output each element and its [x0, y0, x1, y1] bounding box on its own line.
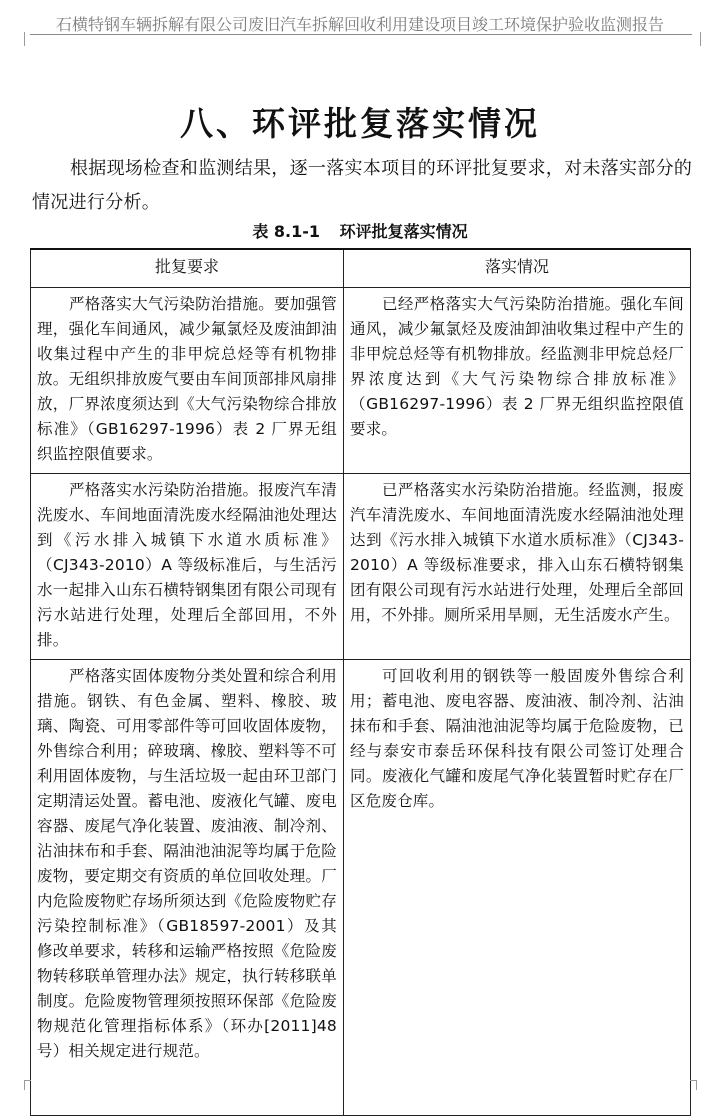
status-cell: 可回收利用的钢铁等一般固废外售综合利用；蓄电池、废电容器、废油液、制冷剂、沾油抹布和手套、隔油池油泥等均属于危险废物，已经与泰安市泰岳环保科技有限公司签订处理合同。废液化气罐和废尾气净化装置暂时贮存在厂区危废仓库。: [344, 660, 691, 1116]
page-corner-mark-right: [694, 32, 701, 46]
table-caption: [0, 219, 720, 242]
requirement-cell: 严格落实固体废物分类处置和综合利用措施。钢铁、有色金属、塑料、橡胶、玻璃、陶瓷、可用零部件等可回收固体废物，外售综合利用；碎玻璃、橡胶、塑料等不可利用固体废物，与生活垃圾一起由环卫部门定期清运处置。蓄电池、废液化气罐、废电容器、废尾气净化装置、废油液、制冷剂、沾油抹布和手套、隔油池油泥等均属于危险废物，要定期交有资质的单位回收处理。厂内危险废物贮存场所须达到《危险废物贮存污染控制标准》（GB18597-2001）及其修改单要求，转移和运输严格按照《危险废物转移联单管理办法》规定，执行转移联单制度。危险废物管理须按照环保部《危险废物规范化管理指标体系》（环办[2011]48 号）相关规定进行规范。: [31, 660, 344, 1116]
requirement-cell: 严格落实水污染防治措施。报废汽车清洗废水、车间地面清洗废水经隔油池处理达到《污水排入城镇下水道水质标准》（CJ343-2010）A 等级标准后，与生活污水一起排入山东石横特钢集团有限公司现有污水站进行处理，处理后全部回用，不外排。: [31, 474, 344, 660]
table-row: [31, 474, 691, 660]
status-cell: 已严格落实水污染防治措施。经监测，报废汽车清洗废水、车间地面清洗废水经隔油池处理达到《污水排入城镇下水道水质标准》（CJ343-2010）A 等级标准要求，排入山东石横特钢集团有限公司现有污水站进行处理，处理后全部回用，不外排。厕所采用旱厕，无生活废水产生。: [344, 474, 691, 660]
table-row: [31, 660, 691, 1116]
page-corner-mark-left: [24, 32, 31, 46]
column-header-status: 落实情况: [344, 249, 691, 288]
status-cell: 已经严格落实大气污染防治措施。强化车间通风，减少氟氯烃及废油卸油收集过程中产生的非甲烷总烃等有机物排放。经监测非甲烷总烃厂界浓度达到《大气污染物综合排放标准》（GB16297-1996）表 2 厂界无组织监控限值要求。: [344, 288, 691, 474]
table-header-row: [31, 249, 691, 288]
intro-paragraph: 根据现场检查和监测结果，逐一落实本项目的环评批复要求，对未落实部分的情况进行分析。: [32, 158, 693, 213]
approval-implementation-table: [30, 248, 691, 1116]
document-running-header: 石横特钢车辆拆解有限公司废旧汽车拆解回收利用建设项目竣工环境保护验收监测报告: [55, 15, 664, 34]
table-caption-title: 环评批复落实情况: [339, 222, 468, 241]
column-header-requirement: 批复要求: [31, 249, 344, 288]
table-caption-number: 表 8.1-1: [252, 222, 321, 241]
requirement-cell: 严格落实大气污染防治措施。要加强管理，强化车间通风，减少氟氯烃及废油卸油收集过程中产生的非甲烷总烃等有机物排放。无组织排放废气要由车间顶部排风扇排放，厂界浓度须达到《大气污染物综合排放标准》（GB16297-1996）表 2 厂界无组织监控限值要求。: [31, 288, 344, 474]
section-title: 八、环评批复落实情况: [180, 104, 540, 143]
header-rule: [30, 34, 692, 35]
table-row: [31, 288, 691, 474]
